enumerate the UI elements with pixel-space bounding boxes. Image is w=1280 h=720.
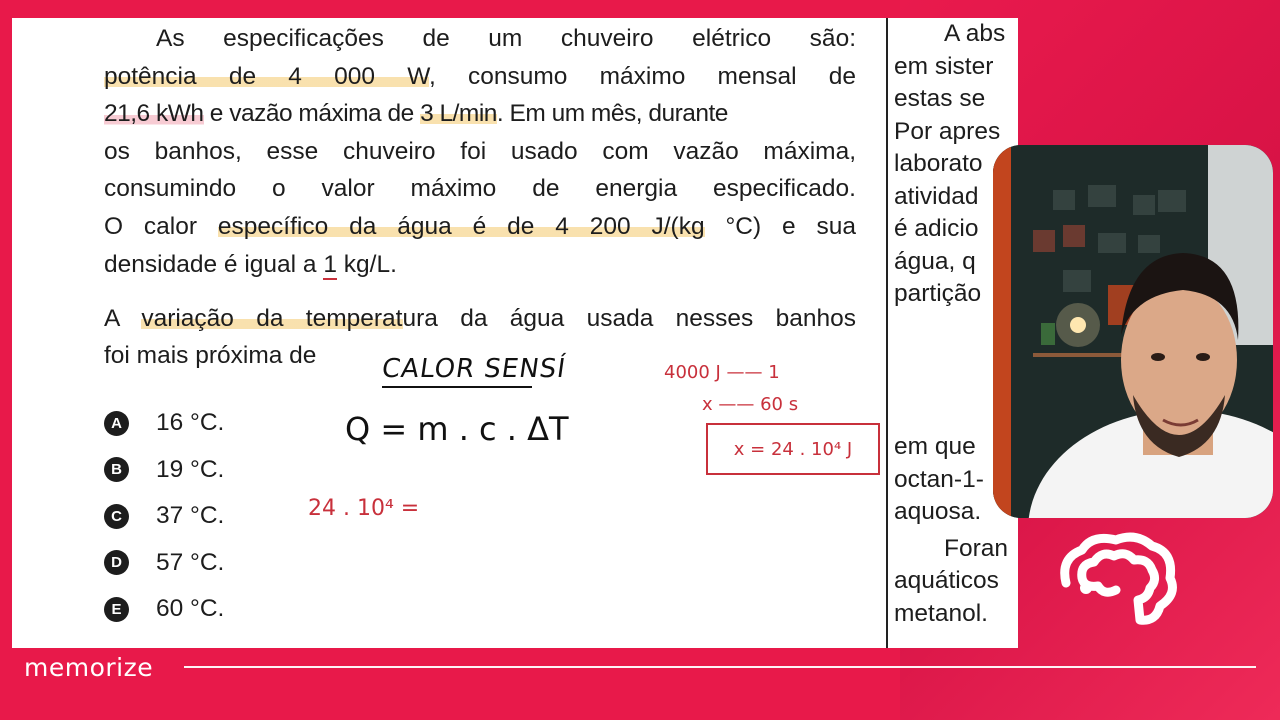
annotation-substitution: 24 . 10⁴ =: [308, 496, 420, 521]
presenter-image: [993, 145, 1273, 518]
text-line: foi mais próxima de: [104, 342, 317, 369]
highlight-power: potência de 4 000 W: [104, 62, 429, 90]
option-text: 60 °C.: [156, 595, 225, 623]
text-line: 21,6 kWh e vazão máxima de 3 L/min. Em um mês, durante: [104, 100, 728, 128]
option-letter: E: [104, 597, 129, 622]
option-a[interactable]: [104, 400, 224, 447]
option-letter: B: [104, 457, 129, 482]
annotation-result-box: x = 24 . 10⁴ J: [706, 423, 880, 475]
brand-logo: memorize: [24, 653, 154, 682]
question-sheet: [12, 18, 1018, 648]
annotation-calor-sensivel: CALOR SENSÍ: [379, 354, 568, 384]
option-e[interactable]: [104, 586, 224, 633]
option-text: 57 °C.: [156, 548, 225, 576]
option-letter: A: [104, 411, 129, 436]
annotation-rule-line-1: 4000 J —— 1: [664, 362, 780, 383]
next-question-text-lower: em que octan-1- aquosa. Foran aquáticos metanol.: [894, 433, 1009, 627]
text-line: densidade é igual a 1 kg/L.: [104, 250, 397, 278]
option-text: 19 °C.: [156, 455, 225, 483]
text-line: O calor específico da água é de 4 200 J/(kg °C) e sua: [104, 212, 856, 240]
next-question-text: A abs em sister estas se Por apres laborato atividad é adicio água, q partição: [894, 20, 1006, 307]
option-c[interactable]: [104, 493, 224, 540]
brain-logo-icon: [1056, 528, 1180, 628]
option-text: 37 °C.: [156, 502, 225, 530]
text-line: As especificações de um chuveiro elétrico são:: [156, 25, 856, 52]
option-letter: C: [104, 504, 129, 529]
annotation-formula: Q = m . c . ΔT: [345, 410, 569, 448]
column-divider: [886, 18, 888, 648]
footer-rule: [184, 666, 1256, 668]
text-line: consumindo o valor máximo de energia especificado.: [104, 175, 856, 203]
question-paragraph-1: [104, 20, 856, 283]
presenter-webcam: [993, 145, 1273, 518]
underline: [382, 386, 532, 388]
text-line: potência de 4 000 W, consumo máximo mensal de: [104, 62, 856, 90]
option-text: 16 °C.: [156, 409, 225, 437]
text-line: os banhos, esse chuveiro foi usado com vazão máxima,: [104, 137, 856, 165]
answer-options: [104, 400, 224, 633]
option-b[interactable]: [104, 447, 224, 494]
text-line: A variação da temperatura da água usada nesses banhos: [104, 305, 857, 332]
option-d[interactable]: [104, 540, 224, 587]
option-letter: D: [104, 550, 129, 575]
annotation-rule-line-2: x —— 60 s: [702, 394, 799, 415]
